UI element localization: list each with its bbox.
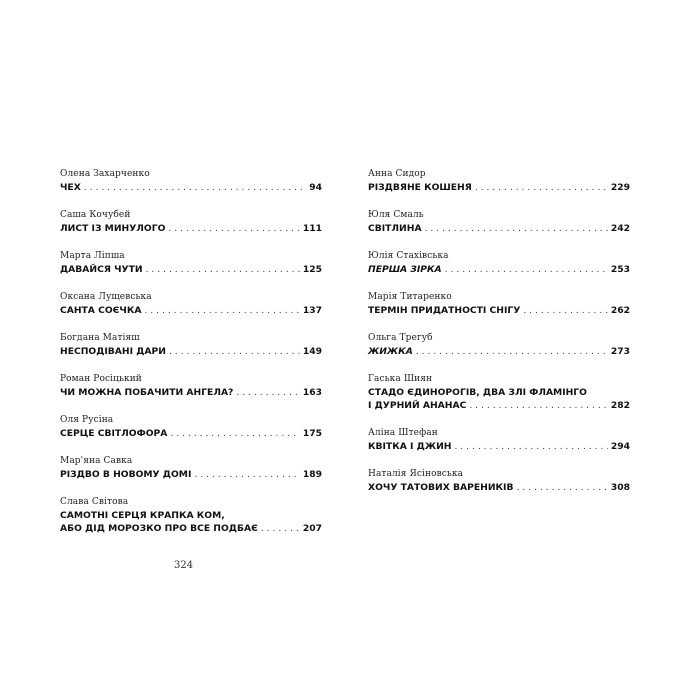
dot-leader (425, 222, 608, 235)
dot-leader (454, 440, 607, 453)
toc-entry (60, 332, 322, 358)
toc-entry (368, 332, 630, 358)
entry-title-line (368, 399, 630, 412)
entry-page: 125 (302, 264, 322, 275)
entry-title-line (368, 222, 630, 235)
entry-title: ЧИ МОЖНА ПОБАЧИТИ АНГЕЛА? (60, 387, 234, 398)
entry-title: ПЕРША ЗІРКА (368, 264, 442, 275)
toc-entry (60, 496, 322, 535)
entry-title-line (60, 263, 322, 276)
entry-page: 253 (610, 264, 630, 275)
entry-page: 149 (302, 346, 322, 357)
entry-title: ЧЕХ (60, 182, 81, 193)
entry-page: 282 (610, 400, 630, 411)
dot-leader (416, 345, 608, 358)
entry-author: Марія Титаренко (368, 292, 452, 302)
toc-entry (60, 455, 322, 481)
dot-leader (236, 386, 299, 399)
entry-title-line (368, 304, 630, 317)
entry-title-line (60, 345, 322, 358)
dot-leader (475, 181, 608, 194)
toc-entry (60, 168, 322, 194)
entry-title-line (60, 386, 322, 399)
entry-page: 294 (610, 441, 630, 452)
entry-author: Саша Кочубей (60, 210, 131, 220)
toc-entry (60, 209, 322, 235)
dot-leader (169, 345, 300, 358)
toc-entry (368, 291, 630, 317)
entry-title-second-line: АБО ДІД МОРОЗКО ПРО ВСЕ ПОДБАЄ (60, 523, 258, 534)
dot-leader (146, 263, 300, 276)
entry-title-second-line: І ДУРНИЙ АНАНАС (368, 400, 467, 411)
entry-title-line (60, 181, 322, 194)
entry-author: Мар'яна Савка (60, 456, 133, 466)
entry-title-first-line: СТАДО ЄДИНОРОГІВ, ДВА ЗЛІ ФЛАМІНГО (368, 387, 587, 398)
dot-leader (84, 181, 306, 194)
toc-entry (60, 291, 322, 317)
entry-title-line (60, 304, 322, 317)
entry-title-line (368, 440, 630, 453)
entry-title: РІЗДВО В НОВОМУ ДОМІ (60, 469, 192, 480)
entry-title-line (60, 427, 322, 440)
entry-page: 262 (610, 305, 630, 316)
entry-page: 175 (302, 428, 322, 439)
entry-author: Олена Захарченко (60, 169, 150, 179)
dot-leader (516, 481, 607, 494)
entry-author: Роман Росіцький (60, 374, 142, 384)
entry-title-line (60, 222, 322, 235)
entry-author: Наталія Ясіновська (368, 469, 464, 479)
entry-author: Слава Світова (60, 497, 129, 507)
entry-page: 111 (302, 223, 322, 234)
entry-title: ТЕРМІН ПРИДАТНОСТІ СНІГУ (368, 305, 521, 316)
entry-title-line (368, 263, 630, 276)
toc-entry (60, 250, 322, 276)
entry-title: ХОЧУ ТАТОВИХ ВАРЕНИКІВ (368, 482, 514, 493)
entry-title: НЕСПОДІВАНІ ДАРИ (60, 346, 166, 357)
entry-title-line (368, 181, 630, 194)
entry-title-line (368, 481, 630, 494)
entry-page: 242 (610, 223, 630, 234)
dot-leader (144, 304, 299, 317)
toc-entry (368, 468, 630, 494)
entry-author: Юля Смаль (368, 210, 424, 220)
dot-leader (523, 304, 608, 317)
toc-entry (60, 414, 322, 440)
entry-page: 189 (302, 469, 322, 480)
entry-page: 273 (610, 346, 630, 357)
entry-page: 207 (302, 523, 322, 534)
entry-title: ЖИЖКА (368, 346, 413, 357)
entry-title: САНТА СОЄЧКА (60, 305, 142, 316)
entry-title-first-line: САМОТНІ СЕРЦЯ КРАПКА КОМ, (60, 510, 225, 521)
toc-entry (368, 250, 630, 276)
entry-title: СЕРЦЕ СВІТЛОФОРА (60, 428, 168, 439)
page-number: 324 (174, 560, 194, 571)
toc-entry (368, 427, 630, 453)
entry-title: РІЗДВЯНЕ КОШЕНЯ (368, 182, 472, 193)
toc-right-column (368, 168, 630, 509)
entry-page: 308 (610, 482, 630, 493)
dot-leader (170, 427, 299, 440)
toc-left-column (60, 168, 322, 550)
entry-author: Ольга Трегуб (368, 333, 433, 343)
dot-leader (445, 263, 608, 276)
entry-author: Оля Русіна (60, 415, 114, 425)
entry-title: СВІТЛИНА (368, 223, 422, 234)
dot-leader (194, 468, 299, 481)
entry-author: Богдана Матіяш (60, 333, 140, 343)
entry-title: КВІТКА І ДЖИН (368, 441, 452, 452)
entry-author: Оксана Лущевська (60, 292, 152, 302)
entry-title-line (60, 522, 322, 535)
toc-entry (368, 373, 630, 412)
entry-author: Юлія Стахівська (368, 251, 449, 261)
entry-author: Аліна Штефан (368, 428, 438, 438)
dot-leader (168, 222, 299, 235)
entry-title-line (60, 468, 322, 481)
entry-author: Марта Ліпша (60, 251, 125, 261)
entry-title: ЛИСТ ІЗ МИНУЛОГО (60, 223, 166, 234)
dot-leader (469, 399, 607, 412)
entry-page: 137 (302, 305, 322, 316)
toc-entry (368, 168, 630, 194)
toc-entry (368, 209, 630, 235)
entry-author: Анна Сидор (368, 169, 426, 179)
dot-leader (261, 522, 300, 535)
entry-page: 163 (302, 387, 322, 398)
entry-page: 94 (309, 182, 322, 193)
entry-author: Гаська Шиян (368, 374, 433, 384)
toc-entry (60, 373, 322, 399)
entry-title-line (368, 345, 630, 358)
entry-title: ДАВАЙСЯ ЧУТИ (60, 264, 143, 275)
entry-page: 229 (610, 182, 630, 193)
